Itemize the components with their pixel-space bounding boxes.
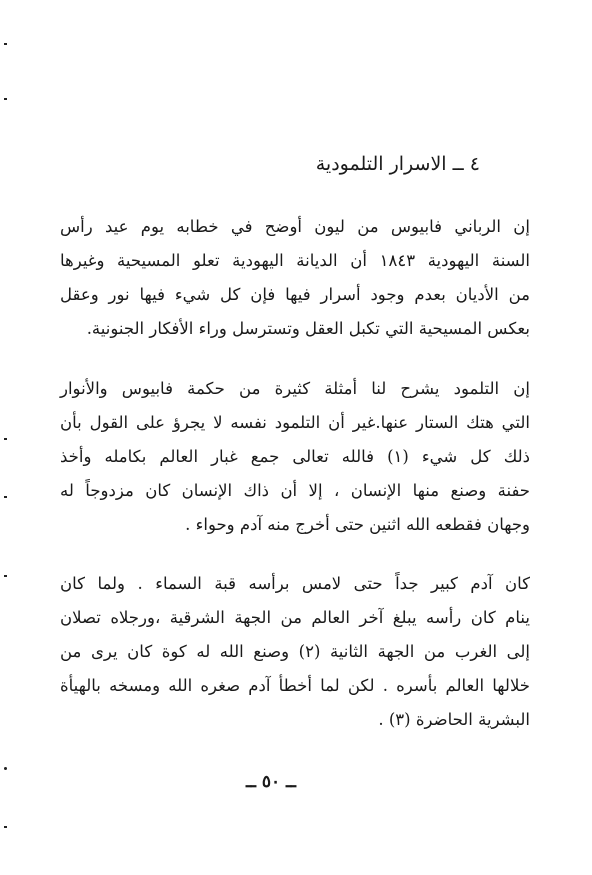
text-line: من الأديان بعدم وجود أسرار فيها فإن كل شيء فيها نور وعقل (60, 285, 530, 304)
paragraph (60, 567, 530, 737)
text-line: ينام كان رأسه يبلغ آخر العالم من الجهة الشرقية ،ورجلاه تصلان (60, 608, 530, 627)
text-line: خلالها العالم بأسره . لكن لما أخطأ آدم صغره الله ومسخه بالهيأة (60, 676, 530, 695)
paragraph (60, 372, 530, 542)
text-line: إن الرباني فابيوس من ليون أوضح في خطابه يوم عيد رأس (60, 217, 530, 236)
text-line: إن التلمود يشرح لنا أمثلة كثيرة من حكمة فابيوس والأنوار (60, 379, 530, 398)
text-line: وجهان فقطعه الله اثنين حتى أخرج منه آدم وحواء . (185, 515, 530, 534)
margin-dot (4, 767, 7, 770)
text-line: بعكس المسيحية التي تكبل العقل وتسترسل وراء الأفكار الجنونية. (86, 319, 530, 338)
page-number: ــ ٥٠ ــ (245, 772, 297, 792)
text-line: التي هتك الستار عنها.غير أن التلمود نفسه لا يجرؤ على القول بأن (60, 413, 530, 432)
text-line: إلى الغرب من الجهة الثانية (٢) وصنع الله له كوة كان يرى من (60, 642, 530, 661)
margin-mark (4, 43, 7, 45)
margin-mark (4, 438, 7, 440)
text-line: ذلك كل شيء (١) فالله تعالى جمع غبار العالم بكامله وأخذ (60, 447, 530, 466)
text-line: البشرية الحاضرة (٣) . (378, 710, 530, 729)
margin-mark (4, 496, 7, 498)
text-line: السنة اليهودية ١٨٤٣ أن الديانة اليهودية تعلو المسيحية وغيرها (60, 251, 531, 270)
text-line: حفنة وصنع منها الإنسان ، إلا أن ذاك الإنسان كان مزدوجاً له (60, 481, 530, 500)
section-heading: ٤ ــ الاسرار التلمودية (315, 153, 480, 175)
margin-mark (4, 575, 7, 577)
paragraph (60, 210, 530, 346)
margin-mark (4, 826, 7, 828)
text-line: كان آدم كبير جداً حتى لامس برأسه قبة السماء . ولما كان (60, 574, 530, 593)
margin-mark (4, 98, 7, 100)
